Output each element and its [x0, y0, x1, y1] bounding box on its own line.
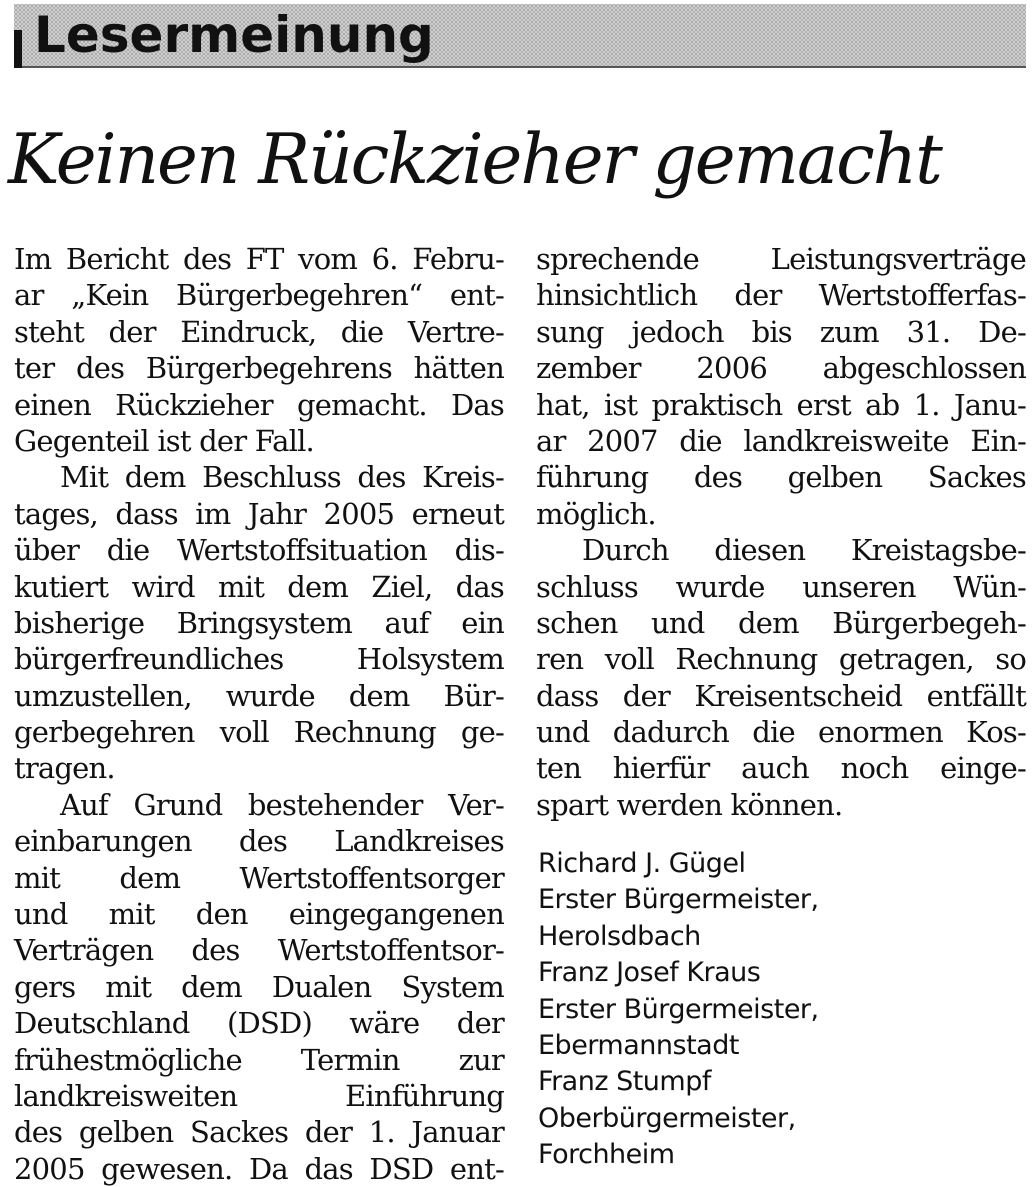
- text-line: tragen.: [14, 751, 115, 786]
- text-line: ter des Bürgerbegehrens hätten: [14, 351, 504, 386]
- text-line: Durch diesen Kreistagsbe-: [582, 533, 1026, 568]
- text-line: ten hierfür auch noch einge-: [536, 751, 1026, 786]
- text-line: dass der Kreisentscheid entfällt: [536, 678, 1026, 713]
- text-line: des gelben Sackes der 1. Januar: [14, 1115, 504, 1150]
- text-line: bisherige Bringsystem auf ein: [14, 605, 504, 640]
- text-line: gers mit dem Dualen System: [14, 969, 504, 1004]
- text-line: spart werden können.: [536, 787, 843, 822]
- signature-line: Erster Bürgermeister,: [538, 884, 819, 916]
- text-line: hat, ist praktisch erst ab 1. Janu-: [536, 387, 1026, 422]
- signature-line: Oberbürgermeister,: [538, 1102, 796, 1134]
- section-title: Lesermeinung: [34, 6, 434, 64]
- text-line: schluss wurde unseren Wün-: [536, 569, 1026, 604]
- text-line: ar 2007 die landkreisweite Ein-: [536, 423, 1026, 458]
- signature-block: [538, 846, 1018, 1174]
- text-line: und mit den eingegangenen: [14, 897, 504, 932]
- text-line: gerbegehren voll Rechnung ge-: [14, 715, 504, 750]
- text-line: landkreisweiten Einführung: [14, 1078, 504, 1113]
- text-line: einbarungen des Landkreises: [14, 824, 504, 859]
- text-line: schen und dem Bürgerbegeh-: [536, 605, 1026, 640]
- text-line: Auf Grund bestehender Ver-: [60, 787, 504, 822]
- text-line: hinsichtlich der Wertstofferfas-: [536, 278, 1026, 313]
- text-line: Im Bericht des FT vom 6. Febru-: [14, 242, 504, 276]
- article-headline: Keinen Rückzieher gemacht: [8, 120, 941, 200]
- text-line: sung jedoch bis zum 31. De-: [536, 314, 1026, 349]
- text-line: über die Wertstoffsituation dis-: [14, 533, 504, 568]
- text-line: 2005 gewesen. Da das DSD ent-: [14, 1151, 504, 1186]
- text-line: tages, dass im Jahr 2005 erneut: [14, 496, 504, 531]
- signature-line: Ebermannstadt: [538, 1029, 739, 1061]
- text-line: mit dem Wertstoffentsorger: [14, 860, 504, 895]
- text-line: Deutschland (DSD) wäre der: [14, 1006, 504, 1041]
- signature-line: Erster Bürgermeister,: [538, 993, 819, 1025]
- text-line: Mit dem Beschluss des Kreis-: [60, 460, 504, 495]
- section-header-bar: [14, 4, 1026, 68]
- text-line: und dadurch die enormen Kos-: [536, 715, 1026, 750]
- text-line: führung des gelben Sackes: [536, 460, 1026, 495]
- text-line: Verträgen des Wertstoffentsor-: [14, 933, 504, 968]
- text-line: zember 2006 abgeschlossen: [536, 351, 1026, 386]
- signature-line: Herolsdbach: [538, 920, 701, 952]
- text-line: Gegenteil ist der Fall.: [14, 423, 314, 458]
- text-line: bürgerfreundliches Holsystem: [14, 642, 504, 677]
- signature-line: Franz Josef Kraus: [538, 957, 761, 989]
- text-line: umzustellen, wurde dem Bür-: [14, 678, 504, 713]
- article-column-right: [536, 241, 1026, 823]
- text-line: möglich.: [536, 496, 656, 531]
- section-marker: [14, 30, 22, 68]
- signature-line: Franz Stumpf: [538, 1066, 711, 1098]
- text-line: ren voll Rechnung getragen, so: [536, 642, 1026, 677]
- article-column-left: [14, 241, 504, 1187]
- signature-line: Forchheim: [538, 1139, 675, 1171]
- text-line: ar „Kein Bürgerbegehren“ ent-: [14, 278, 504, 313]
- text-line: einen Rückzieher gemacht. Das: [14, 387, 504, 422]
- text-line: kutiert wird mit dem Ziel, das: [14, 569, 504, 604]
- text-line: sprechende Leistungsverträge: [536, 242, 1026, 276]
- signature-line: Richard J. Gügel: [538, 848, 746, 879]
- text-line: steht der Eindruck, die Vertre-: [14, 314, 504, 349]
- text-line: frühestmögliche Termin zur: [14, 1042, 504, 1077]
